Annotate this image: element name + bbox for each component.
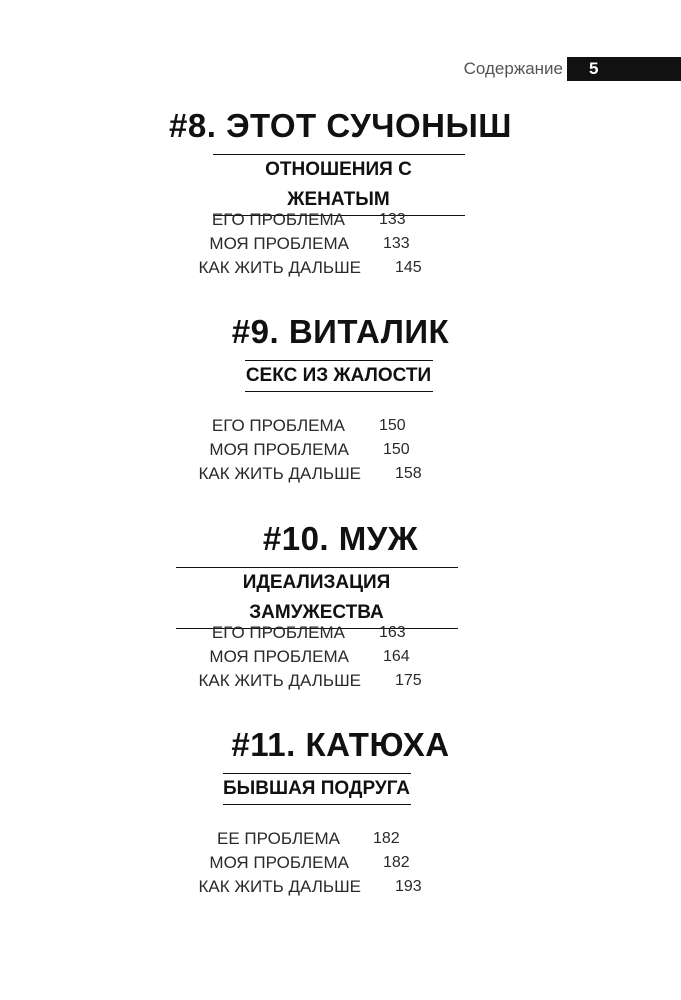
entry-page: 133 <box>383 235 410 252</box>
entry-page: 145 <box>395 259 422 276</box>
subtitle-block <box>176 567 458 629</box>
toc-entry[interactable] <box>0 439 681 461</box>
toc-entry[interactable] <box>0 622 681 644</box>
toc-entry[interactable] <box>0 828 681 850</box>
toc-entry[interactable] <box>0 233 681 255</box>
section-subtitle[interactable]: ИДЕАЛИЗАЦИЯ ЗАМУЖЕСТВА <box>242 572 391 623</box>
section-subtitle[interactable]: ОТНОШЕНИЯ С ЖЕНАТЫМ <box>265 159 412 210</box>
entry-label: КАК ЖИТЬ ДАЛЬШЕ <box>198 258 361 277</box>
subtitle-block <box>213 154 465 216</box>
entry-label: ЕГО ПРОБЛЕМА <box>211 210 345 229</box>
section-title: #8. ЭТОТ СУЧОНЫШ <box>169 107 512 144</box>
entry-page: 150 <box>383 441 410 458</box>
entry-label: КАК ЖИТЬ ДАЛЬШЕ <box>198 464 361 483</box>
entry-label: МОЯ ПРОБЛЕМА <box>209 440 349 459</box>
entry-label: КАК ЖИТЬ ДАЛЬШЕ <box>198 877 361 896</box>
section-title: #9. ВИТАЛИК <box>231 313 450 350</box>
section-subtitle[interactable]: БЫВШАЯ ПОДРУГА <box>223 778 410 799</box>
toc-entry[interactable] <box>0 670 681 692</box>
toc-entry[interactable] <box>0 876 681 898</box>
entry-page: 182 <box>373 830 400 847</box>
entry-page: 164 <box>383 648 410 665</box>
entry-label: ЕЕ ПРОБЛЕМА <box>217 829 340 848</box>
toc-entry[interactable] <box>0 646 681 668</box>
entry-page: 150 <box>379 417 406 434</box>
section-title: #10. МУЖ <box>262 520 419 557</box>
section-title: #11. КАТЮХА <box>231 726 450 763</box>
entry-page: 182 <box>383 854 410 871</box>
page-number-box <box>567 57 681 81</box>
entry-label: МОЯ ПРОБЛЕМА <box>209 234 349 253</box>
entry-label: ЕГО ПРОБЛЕМА <box>211 416 345 435</box>
running-header <box>0 57 681 81</box>
entry-page: 133 <box>379 211 406 228</box>
entry-label: МОЯ ПРОБЛЕМА <box>209 853 349 872</box>
entry-page: 163 <box>379 624 406 641</box>
subtitle-block <box>223 773 411 805</box>
entry-label: ЕГО ПРОБЛЕМА <box>211 623 345 642</box>
entry-page: 158 <box>395 465 422 482</box>
entry-label: МОЯ ПРОБЛЕМА <box>209 647 349 666</box>
entry-page: 175 <box>395 672 422 689</box>
toc-entry[interactable] <box>0 257 681 279</box>
toc-entry[interactable] <box>0 852 681 874</box>
toc-entry[interactable] <box>0 209 681 231</box>
entry-page: 193 <box>395 878 422 895</box>
entry-label: КАК ЖИТЬ ДАЛЬШЕ <box>198 671 361 690</box>
toc-entry[interactable] <box>0 463 681 485</box>
subtitle-block <box>245 360 433 392</box>
header-title: Содержание <box>463 59 563 78</box>
section-subtitle[interactable]: СЕКС ИЗ ЖАЛОСТИ <box>245 365 432 386</box>
toc-entry[interactable] <box>0 415 681 437</box>
page-number: 5 <box>589 59 599 78</box>
